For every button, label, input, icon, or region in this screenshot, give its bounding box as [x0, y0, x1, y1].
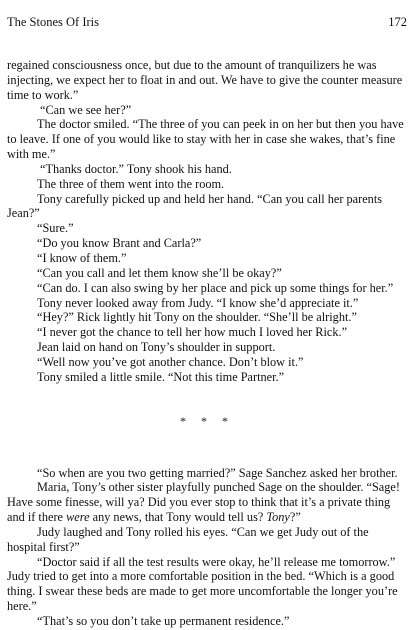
emphasis-text: were: [66, 510, 90, 525]
paragraph: “Can do. I can also swing by her place and pick up some things for her.”: [37, 280, 394, 295]
paragraph: “I never got the chance to tell her how much I loved her Rick.”: [37, 325, 348, 340]
paragraph: “So when are you two getting married?” Sage Sanchez asked her brother.: [37, 465, 398, 480]
paragraph: “Well now you’ve got another chance. Don’t blow it.”: [37, 354, 304, 369]
paragraph: “Thanks doctor.” Tony shook his hand.: [40, 161, 232, 176]
paragraph: “Doctor said if all the test results were okay, he’ll release me tomorrow.” Judy tried to get into a more comfortable position in the bed. “Which is a good thing. I swear these beds are made to get more uncomfortable the longer you’re here.”: [7, 554, 398, 614]
paragraph: “Can we see her?”: [40, 102, 132, 117]
paragraph: “Can you call and let them know she’ll be okay?”: [37, 265, 282, 280]
scene-break: * * *: [180, 413, 234, 428]
paragraph: regained consciousness once, but due to the amount of tranquilizers he was injecting, we expect her to float in and out. We have to give the counter measure time to work.”: [7, 58, 403, 102]
paragraph: The three of them went into the room.: [37, 176, 225, 191]
paragraph: Judy laughed and Tony rolled his eyes. “Can we get Judy out of the hospital first?”: [7, 524, 369, 554]
page-number: 172: [388, 15, 407, 29]
paragraph: “That’s so you don’t take up permanent residence.”: [37, 614, 290, 628]
paragraph: Tony smiled a little smile. “Not this time Partner.”: [37, 369, 285, 384]
paragraph-text: any news, that Tony would tell us?: [89, 510, 267, 525]
emphasis-text: Tony: [266, 510, 290, 525]
paragraph: Tony carefully picked up and held her hand. “Can you call her parents Jean?”: [7, 191, 383, 221]
paragraph-text: Maria, Tony’s other sister playfully punched Sage on the shoulder. “Sage! Have some finesse, will ya? Did you ever stop to think that it’s a private thing and if there: [7, 480, 400, 525]
paragraph: Jean laid on hand on Tony’s shoulder in support.: [37, 340, 276, 355]
paragraph-text: ?”: [289, 510, 301, 525]
running-header: [7, 14, 407, 30]
paragraph: “Do you know Brant and Carla?”: [37, 236, 202, 251]
paragraph: “I know of them.”: [37, 250, 127, 265]
paragraph: “Sure.”: [37, 221, 74, 236]
page-body: [7, 58, 407, 629]
paragraph: “Hey?” Rick lightly hit Tony on the shoulder. “She’ll be alright.”: [37, 310, 357, 325]
paragraph: [7, 480, 407, 525]
book-title: The Stones Of Iris: [7, 15, 99, 29]
paragraph: Tony never looked away from Judy. “I know she’d appreciate it.”: [37, 295, 359, 310]
paragraph: The doctor smiled. “The three of you can peek in on her but then you have to leave. If one of you would like to stay with her in case she wakes, that’s fine with me.”: [7, 117, 404, 162]
